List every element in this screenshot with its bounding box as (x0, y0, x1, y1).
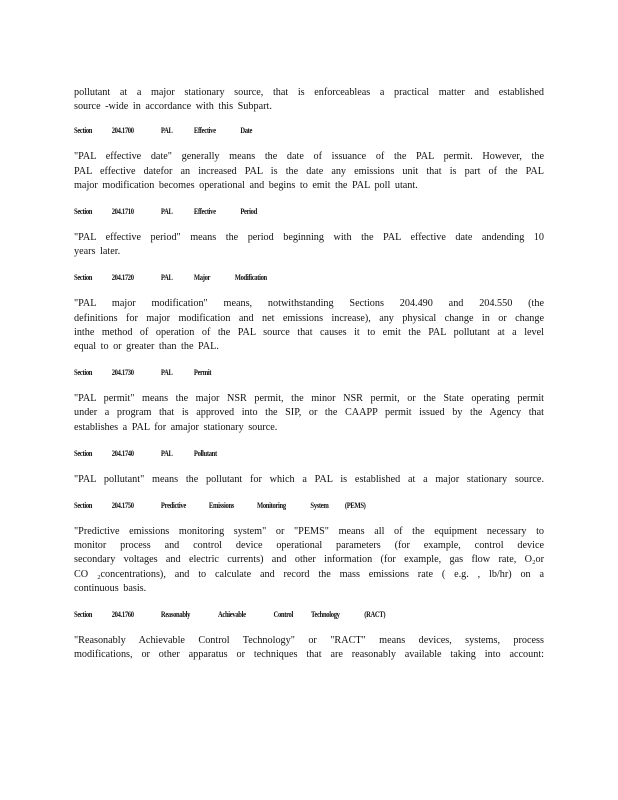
section-title-word: Effective (193, 126, 216, 136)
section-title-word: Predictive (160, 501, 186, 511)
section-heading (74, 609, 459, 621)
section-title-word: PAL (160, 273, 173, 283)
definition-line: "PAL effective period" means the period beginning with the PAL effective date andending 10 (74, 232, 544, 244)
section-title-word: Date (240, 126, 253, 136)
definition-paragraph (74, 231, 544, 259)
definition-line: "PAL major modification" means, notwithstanding Sections 204.490 and 204.550 (the (74, 298, 544, 310)
section-number: 204.1730 (111, 368, 134, 378)
section-heading (74, 272, 459, 284)
section-heading (74, 206, 459, 218)
section-number: 204.1750 (111, 501, 134, 511)
intro-line: source -wide in accordance with this Subpart. (74, 101, 272, 113)
section-title-word: Effective (193, 207, 216, 217)
section-number: 204.1760 (111, 610, 134, 620)
definition-paragraph (74, 473, 544, 487)
section-label: Section (74, 207, 93, 217)
section-number: 204.1720 (111, 273, 134, 283)
definition-line: monitor process and control device operational parameters (for example, control device (74, 540, 544, 552)
definition-line: secondary voltages and electric currents) and other information (for example, gas flow rate, O₂or (74, 554, 544, 566)
definition-line: continuous basis. (74, 582, 147, 594)
definition-line: years later. (74, 246, 121, 258)
section-label: Section (74, 273, 93, 283)
definition-line: modifications, or other apparatus or techniques that are reasonably available taking into account: (74, 649, 544, 661)
section-label: Section (74, 448, 93, 458)
section-heading (74, 125, 459, 137)
section-title-word: Period (240, 207, 257, 217)
document-page (74, 86, 544, 662)
section-title-word: System (310, 501, 329, 511)
definition-paragraph (74, 525, 544, 596)
section-heading (74, 500, 459, 512)
section-title-word: Emissions (208, 501, 235, 511)
section-title-word: Reasonably (160, 610, 191, 620)
section-title-word: Modification (234, 273, 267, 283)
section-title-word: PAL (160, 368, 173, 378)
definition-line: CO ₂concentrations), and to calculate and record the mass emissions rate ( e.g. , lb/hr) on a (74, 568, 544, 580)
definition-line: "Reasonably Achievable Control Technology" or "RACT" means devices, systems, process (74, 635, 544, 647)
definition-line: "Predictive emissions monitoring system" or "PEMS" means all of the equipment necessary to (74, 526, 544, 538)
definition-line: definitions for major modification and net emissions increase), any physical change in or change (74, 312, 544, 324)
section-number: 204.1740 (111, 448, 134, 458)
definition-line: under a program that is approved into the SIP, or the CAAPP permit issued by the Agency that (74, 407, 544, 419)
section-title-word: PAL (160, 448, 173, 458)
section-heading (74, 367, 459, 379)
section-title-word: PAL (160, 126, 173, 136)
section-title-word: Permit (193, 368, 212, 378)
section-title-word: (PEMS) (344, 501, 366, 511)
definition-line: "PAL effective date" generally means the date of issuance of the PAL permit. However, the (74, 151, 544, 163)
section-title-word: Pollutant (193, 448, 217, 458)
section-label: Section (74, 501, 93, 511)
definition-paragraph (74, 392, 544, 435)
definition-line: "PAL pollutant" means the pollutant for which a PAL is established at a major stationary source. (74, 473, 544, 485)
intro-line: pollutant at a major stationary source, that is enforceableas a practical matter and established (74, 87, 544, 98)
section-label: Section (74, 368, 93, 378)
definition-paragraph (74, 150, 544, 193)
definition-line: equal to or greater than the PAL. (74, 341, 219, 353)
section-title-word: Major (193, 273, 211, 283)
section-title-word: Technology (311, 610, 340, 620)
definition-paragraph (74, 634, 544, 662)
definition-line: PAL effective datefor an increased PAL is the date any emissions unit that is part of the PAL (74, 165, 544, 177)
definition-line: major modification becomes operational and begins to emit the PAL poll utant. (74, 179, 418, 191)
section-title-word: Control (273, 610, 294, 620)
intro-paragraph (74, 86, 544, 114)
definition-line: "PAL permit" means the major NSR permit, the minor NSR permit, or the State operating permit (74, 393, 544, 405)
section-title-word: (RACT) (364, 610, 386, 620)
section-title-word: Achievable (217, 610, 246, 620)
section-title-word: Monitoring (256, 501, 286, 511)
section-number: 204.1710 (111, 207, 134, 217)
definition-line: establishes a PAL for amajor stationary source. (74, 421, 278, 433)
section-label: Section (74, 610, 93, 620)
definition-line: inthe method of operation of the PAL source that causes it to emit the PAL pollutant at a level (74, 326, 544, 338)
section-number: 204.1700 (111, 126, 134, 136)
section-heading (74, 448, 459, 460)
section-label: Section (74, 126, 93, 136)
definition-paragraph (74, 297, 544, 354)
section-title-word: PAL (160, 207, 173, 217)
